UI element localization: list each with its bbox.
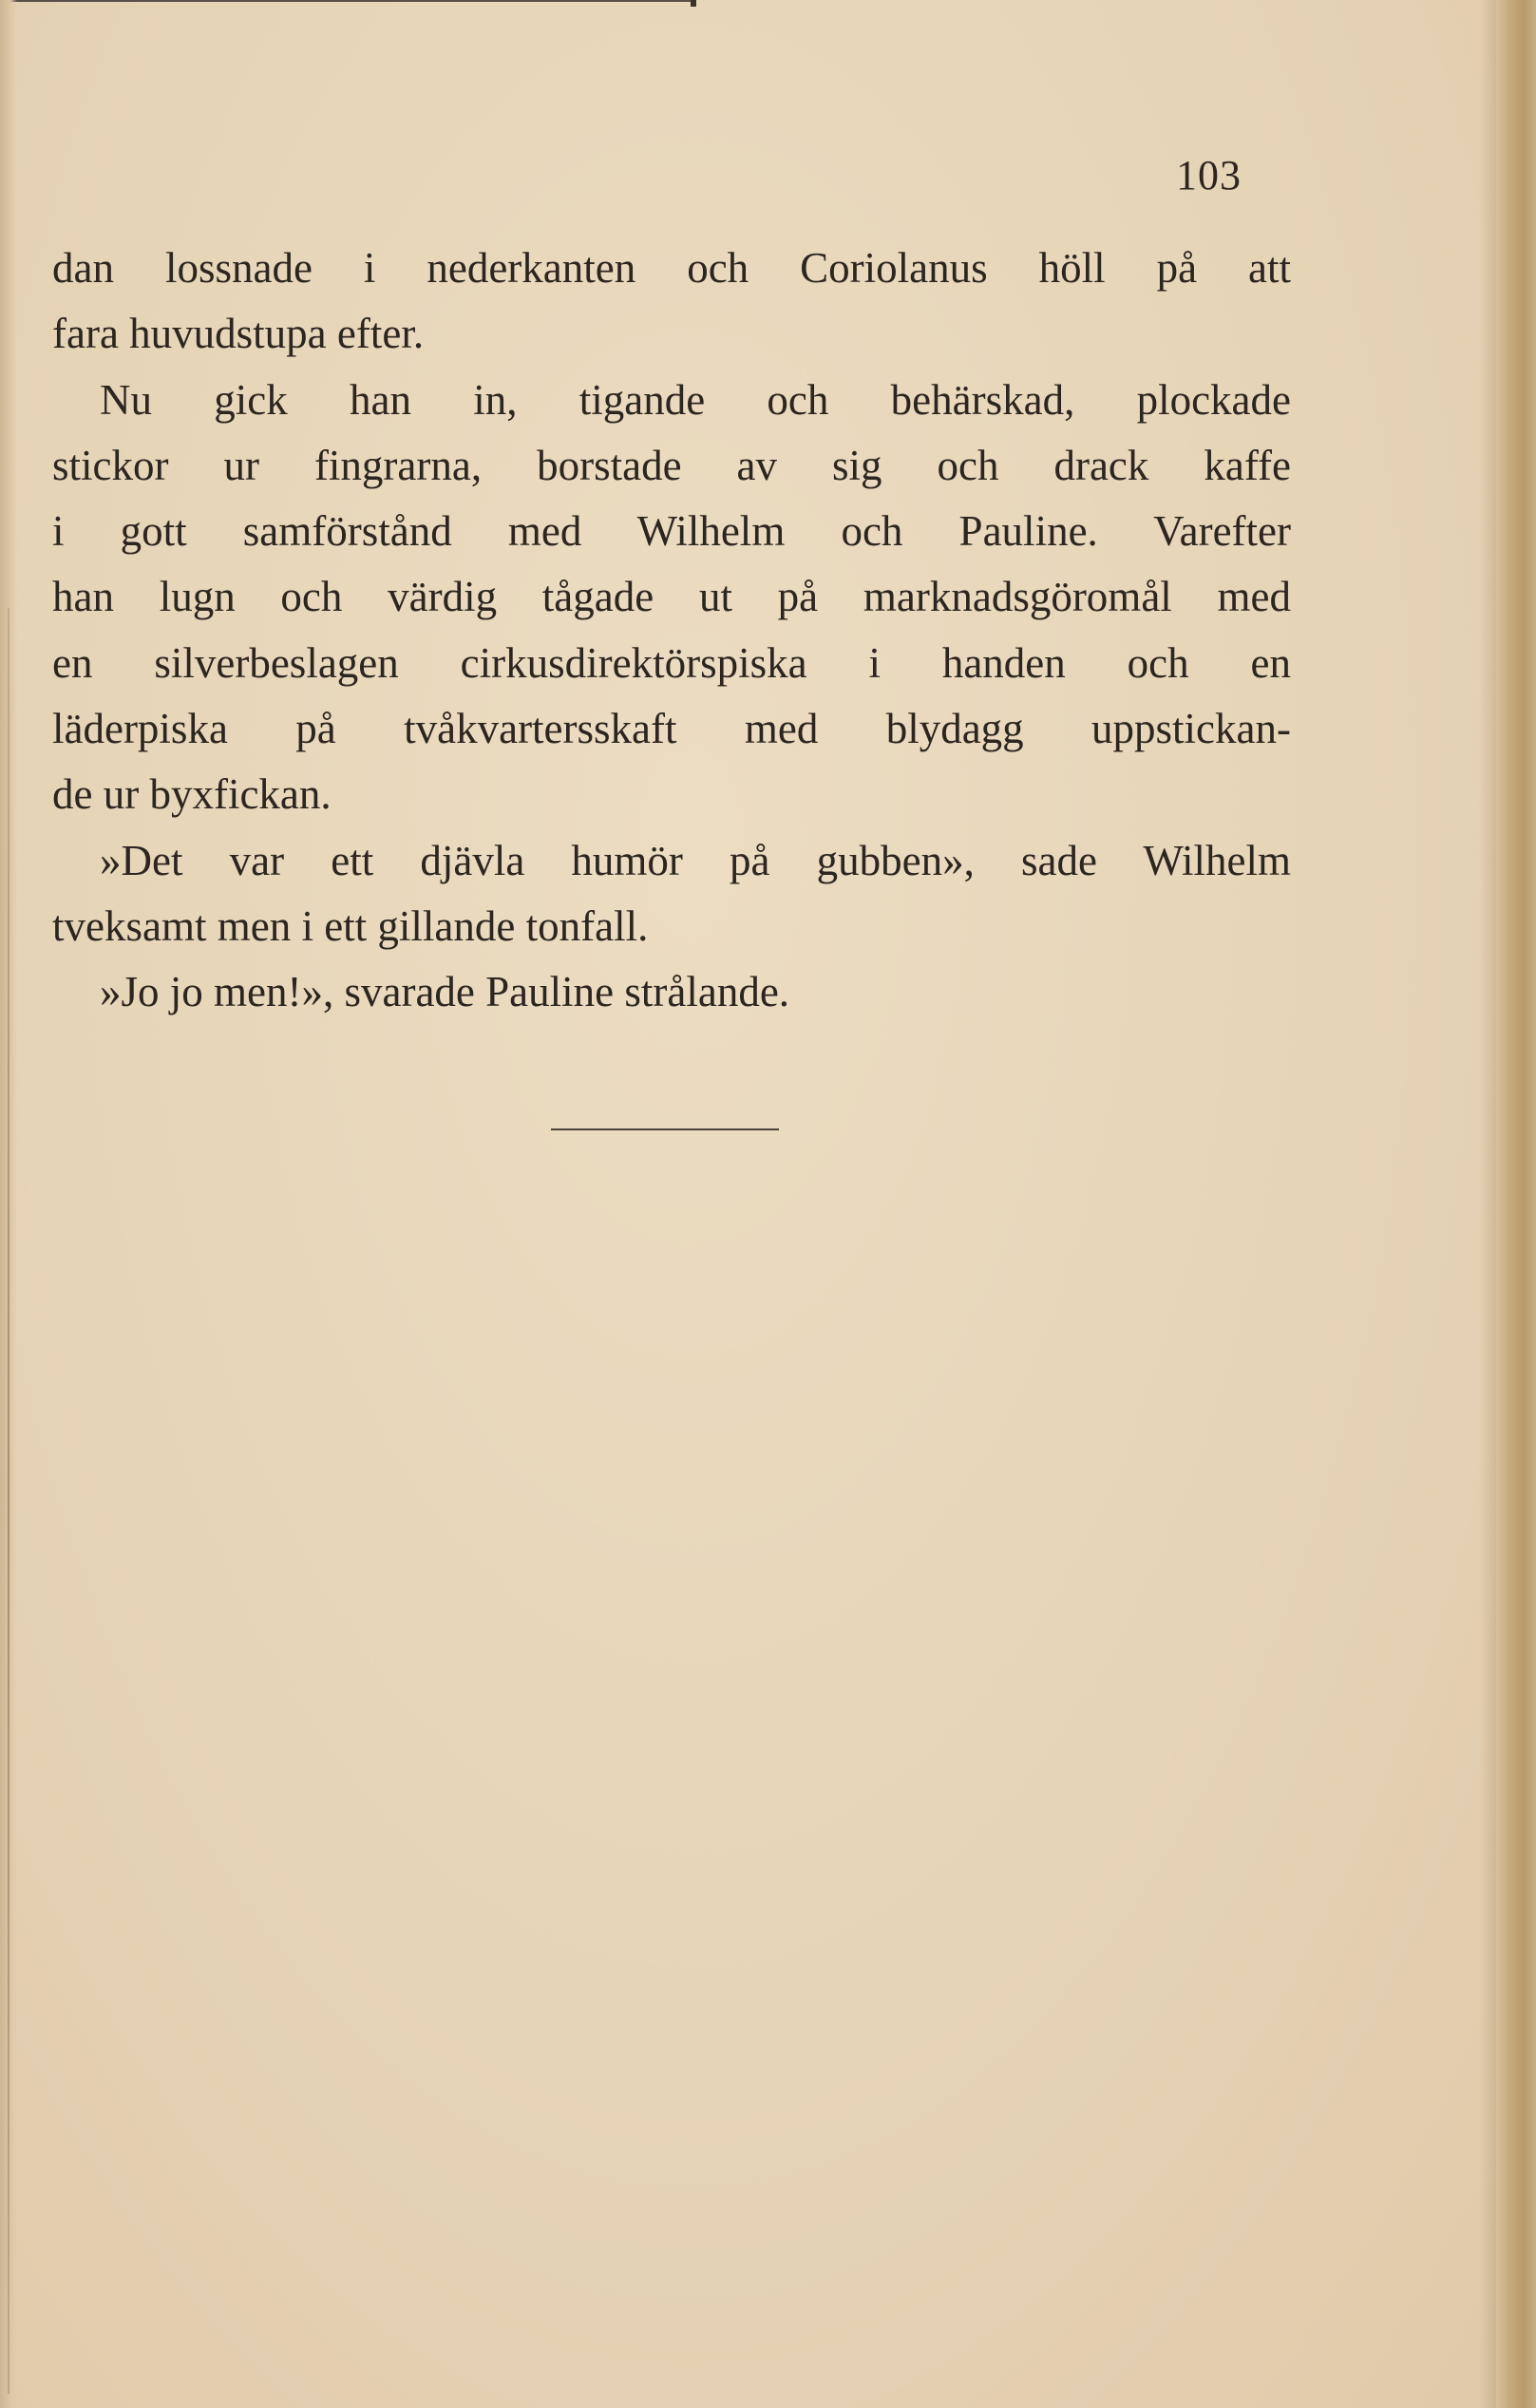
gutter-shadow bbox=[1479, 0, 1496, 2408]
text-line: »Jo jo men!», svarade Pauline strålande. bbox=[100, 968, 790, 1016]
left-margin-mark bbox=[8, 608, 9, 2394]
text-line: de ur byxfickan. bbox=[52, 770, 332, 819]
text-line: han lugn och värdig tågade ut på marknadsgöromål med bbox=[52, 573, 1291, 621]
body-text bbox=[52, 236, 1291, 1026]
text-line: läderpiska på tvåkvartersskaft med blydagg uppstickan- bbox=[52, 705, 1291, 753]
page-number: 103 bbox=[1176, 152, 1242, 199]
text-line: i gott samförstånd med Wilhelm och Pauline. Varefter bbox=[52, 507, 1291, 556]
top-edge-mark bbox=[691, 0, 696, 7]
text-line: dan lossnade i nederkanten och Coriolanus höll på att bbox=[52, 244, 1291, 292]
right-page-edge bbox=[1496, 0, 1536, 2408]
text-line: fara huvudstupa efter. bbox=[52, 310, 425, 358]
text-line: tveksamt men i ett gillande tonfall. bbox=[52, 901, 649, 950]
text-line: en silverbeslagen cirkusdirektörspiska i handen och en bbox=[52, 638, 1291, 687]
text-line: »Det var ett djävla humör på gubben», sade Wilhelm bbox=[100, 836, 1291, 884]
text-line: stickor ur fingrarna, borstade av sig och drack kaffe bbox=[52, 441, 1291, 489]
chapter-end-rule bbox=[551, 1128, 779, 1130]
top-edge-rule bbox=[0, 0, 693, 2]
text-line: Nu gick han in, tigande och behärskad, plockade bbox=[100, 375, 1291, 424]
